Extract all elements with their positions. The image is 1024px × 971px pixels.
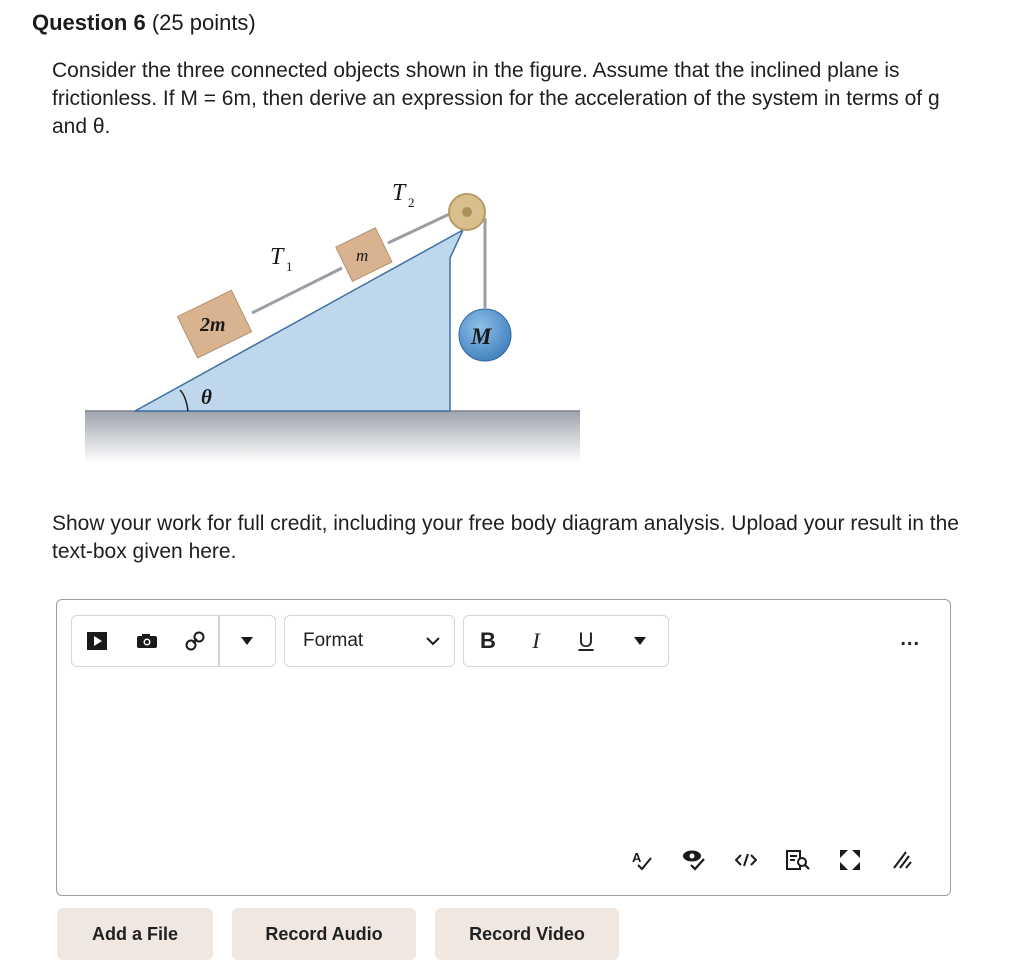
pulley-axle bbox=[462, 207, 472, 217]
theta-label: θ bbox=[201, 385, 212, 409]
record-video-button[interactable]: Record Video bbox=[435, 908, 619, 960]
italic-button[interactable]: I bbox=[532, 628, 540, 653]
record-audio-button[interactable]: Record Audio bbox=[232, 908, 416, 960]
resize-handle-icon bbox=[892, 850, 912, 870]
block-2m-label: 2m bbox=[200, 314, 226, 336]
question-points: (25 points) bbox=[151, 10, 256, 35]
find-replace-button[interactable] bbox=[772, 847, 824, 873]
more-actions-button[interactable]: ... bbox=[900, 628, 920, 650]
t2-label: T bbox=[392, 180, 406, 206]
insert-image-button[interactable] bbox=[122, 616, 172, 666]
ground bbox=[85, 411, 580, 463]
instructions-text: Show your work for full credit, including your free body diagram analysis. Upload your result in the text-box given here. bbox=[52, 512, 959, 563]
add-file-button[interactable]: Add a File bbox=[57, 908, 213, 960]
fullscreen-button[interactable] bbox=[824, 847, 876, 873]
mass-M-label: M bbox=[471, 324, 492, 349]
chevron-down-icon bbox=[426, 637, 440, 646]
fullscreen-icon bbox=[839, 849, 861, 871]
text-style-dropdown-button[interactable] bbox=[612, 616, 668, 666]
rich-text-editor[interactable] bbox=[56, 599, 951, 896]
t1-label: T bbox=[270, 244, 284, 270]
physics-figure bbox=[80, 168, 585, 468]
t2-subscript: 2 bbox=[408, 195, 415, 210]
t1-subscript: 1 bbox=[286, 259, 293, 274]
source-code-button[interactable] bbox=[720, 847, 772, 873]
editor-content-area[interactable] bbox=[71, 680, 933, 830]
insert-toolbar-group bbox=[71, 615, 276, 667]
text-style-toolbar-group bbox=[463, 615, 669, 667]
insert-link-button[interactable] bbox=[172, 616, 218, 666]
accessibility-check-button[interactable] bbox=[668, 847, 720, 873]
block-m-label: m bbox=[356, 246, 369, 265]
spellcheck-icon bbox=[631, 849, 653, 871]
question-number: Question 6 bbox=[32, 10, 146, 35]
resize-handle[interactable] bbox=[876, 847, 928, 873]
find-replace-icon bbox=[786, 849, 810, 871]
editor-status-bar bbox=[616, 847, 928, 873]
question-prompt: Consider the three connected objects shown in the figure. Assume that the inclined plane is frictionless. If M = 6m, then derive an expression for the acceleration of the system in terms of g and θ. bbox=[52, 59, 940, 138]
format-select-label: Format bbox=[303, 630, 364, 651]
link-icon bbox=[184, 630, 206, 652]
svg-text:A: A bbox=[632, 850, 642, 865]
underline-button[interactable]: U bbox=[578, 629, 594, 652]
question-title bbox=[32, 10, 256, 36]
insert-dropdown-button[interactable] bbox=[220, 616, 276, 666]
insert-stuff-button[interactable] bbox=[72, 616, 122, 666]
caret-down-icon bbox=[241, 637, 253, 645]
bold-button[interactable]: B bbox=[480, 628, 496, 653]
accessibility-check-icon bbox=[682, 849, 706, 871]
spellcheck-button[interactable] bbox=[616, 847, 668, 873]
source-code-icon bbox=[735, 853, 757, 867]
insert-stuff-icon bbox=[86, 631, 108, 651]
caret-down-icon bbox=[634, 637, 646, 645]
insert-image-icon bbox=[135, 631, 159, 651]
format-select[interactable] bbox=[284, 615, 455, 667]
format-select-chevron[interactable] bbox=[412, 616, 454, 666]
